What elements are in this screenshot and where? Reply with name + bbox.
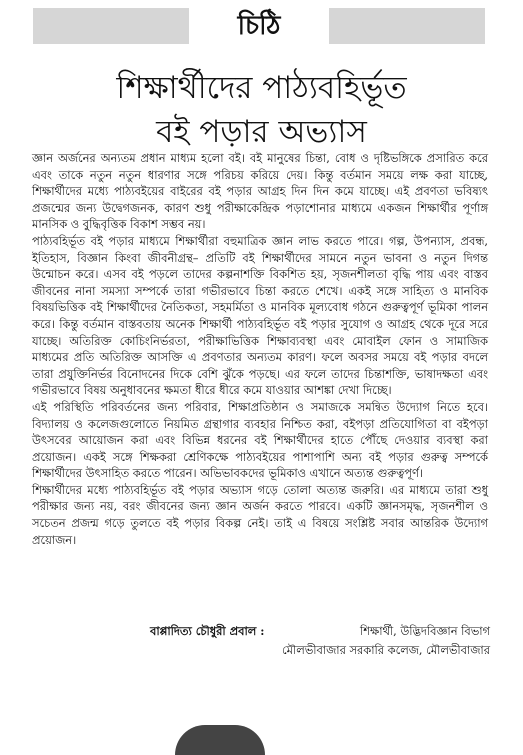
section-label: চিঠি	[237, 11, 281, 41]
page-ornament	[175, 725, 265, 755]
byline	[150, 622, 490, 660]
article-title-line-2: বই পড়ার অভ্যাস	[156, 114, 367, 150]
article-title-line-1: শিক্ষার্থীদের পাঠ্যবহির্ভূত	[116, 70, 407, 106]
page-bottom-edge	[0, 723, 523, 737]
article-body	[32, 150, 488, 548]
article-paragraph: জ্ঞান অর্জনের অন্যতম প্রধান মাধ্যম হলো বই। বই মানুষের চিন্তা, বোধ ও দৃষ্টিভঙ্গিকে প্রসারিত করে এবং তাকে নতুন নতুন ধারণার সঙ্গে পরিচয় করিয়ে দেয়। কিন্তু বর্তমান সময়ে লক্ষ করা যাচ্ছে, শিক্ষার্থীদের মধ্যে পাঠ্যবইয়ের বাইরের বই পড়ার আগ্রহ দিন দিন কমে যাচ্ছে। এই প্রবণতা ভবিষ্যৎ প্রজন্মের জন্য উদ্বেগজনক, কারণ শুধু পরীক্ষাকেন্দ্রিক পড়াশোনার মাধ্যমে একজন শিক্ষার্থীর পূর্ণাঙ্গ মানসিক ও বুদ্ধিবৃত্তিক বিকাশ সম্ভব নয়।	[32, 151, 488, 232]
byline-row	[150, 622, 490, 641]
article-paragraph: শিক্ষার্থীদের মধ্যে পাঠ্যবহির্ভূত বই পড়ার অভ্যাস গড়ে তোলা অত্যন্ত জরুরি। এর মাধ্যমে তারা শুধু পরীক্ষার জন্য নয়, বরং জীবনের জন্য জ্ঞান অর্জন করতে পারবে। একটি জ্ঞানসমৃদ্ধ, সৃজনশীল ও সচেতন প্রজন্ম গড়ে তুলতে বই পড়ার বিকল্প নেই। তাই এ বিষয়ে সংশ্লিষ্ট সবার আন্তরিক উদ্যোগ প্রয়োজন।	[32, 482, 488, 547]
header-bar-right	[329, 8, 485, 44]
author-name: বাপ্পাদিত্য চৌধুরী প্রবাল :	[150, 624, 265, 638]
author-role: শিক্ষার্থী, উদ্ভিদবিজ্ঞান বিভাগ	[360, 624, 490, 638]
section-header	[33, 8, 485, 44]
author-institution: মৌলভীবাজার সরকারি কলেজ, মৌলভীবাজার	[282, 643, 490, 657]
article-paragraph: এই পরিস্থিতি পরিবর্তনের জন্য পরিবার, শিক্ষাপ্রতিষ্ঠান ও সমাজকে সমন্বিত উদ্যোগ নিতে হবে। বিদ্যালয় ও কলেজগুলোতে নিয়মিত গ্রন্থাগার ব্যবহার নিশ্চিত করা, বইপড়া প্রতিযোগিতা বা বইপড়া উৎসবের আয়োজন করা এবং বিভিন্ন ধরনের বই শিক্ষার্থীদের হাতে পৌঁছে দেওয়ার ব্যবস্থা করা প্রয়োজন। একই সঙ্গে শিক্ষকরা শ্রেণিকক্ষে পাঠ্যবইয়ের পাশাপাশি অন্য বই পড়ার গুরুত্ব সম্পর্কে শিক্ষার্থীদের উৎসাহিত করতে পারেন। অভিভাবকদের ভূমিকাও এখানে অত্যন্ত গুরুত্বপূর্ণ।	[32, 399, 488, 481]
header-bar-left	[33, 8, 189, 44]
article-paragraph: পাঠ্যবহির্ভূত বই পড়ার মাধ্যমে শিক্ষার্থীরা বহুমাত্রিক জ্ঞান লাভ করতে পারে। গল্প, উপন্যাস, প্রবন্ধ, ইতিহাস, বিজ্ঞান কিংবা জীবনীগ্রন্থ– প্রতিটি বই শিক্ষার্থীদের সামনে নতুন ভাবনা ও নতুন দিগন্ত উন্মোচন করে। এসব বই পড়লে তাদের কল্পনাশক্তি বিকশিত হয়, সৃজনশীলতা বৃদ্ধি পায় এবং বাস্তব জীবনের নানা সমস্যা সম্পর্কে তারা গভীরভাবে চিন্তা করতে শেখে। একই সঙ্গে সাহিত্য ও মানবিক বিষয়ভিত্তিক বই শিক্ষার্থীদের নৈতিকতা, সহমর্মিতা ও মানবিক মূল্যবোধ গঠনে গুরুত্বপূর্ণ ভূমিকা পালন করে। কিন্তু বর্তমান বাস্তবতায় অনেক শিক্ষার্থী পাঠ্যবহির্ভূত বই পড়ার সুযোগ ও আগ্রহ থেকে দূরে সরে যাচ্ছে। অতিরিক্ত কোচিংনির্ভরতা, পরীক্ষাভিত্তিক শিক্ষাব্যবস্থা এবং মোবাইল ফোন ও সামাজিক মাধ্যমের প্রতি অতিরিক্ত আসক্তি এ প্রবণতার অন্যতম কারণ। ফলে অবসর সময়ে বই পড়ার বদলে তারা প্রযুক্তিনির্ভর বিনোদনের দিকে বেশি ঝুঁকে পড়ছে। এর ফলে তাদের চিন্তাশক্তি, ভাষাদক্ষতা এবং গভীরভাবে বিষয় অনুধাবনের ক্ষমতা ধীরে ধীরে কমে যাওয়ার আশঙ্কা দেখা দিচ্ছে।	[32, 233, 488, 398]
article-title	[20, 66, 503, 154]
